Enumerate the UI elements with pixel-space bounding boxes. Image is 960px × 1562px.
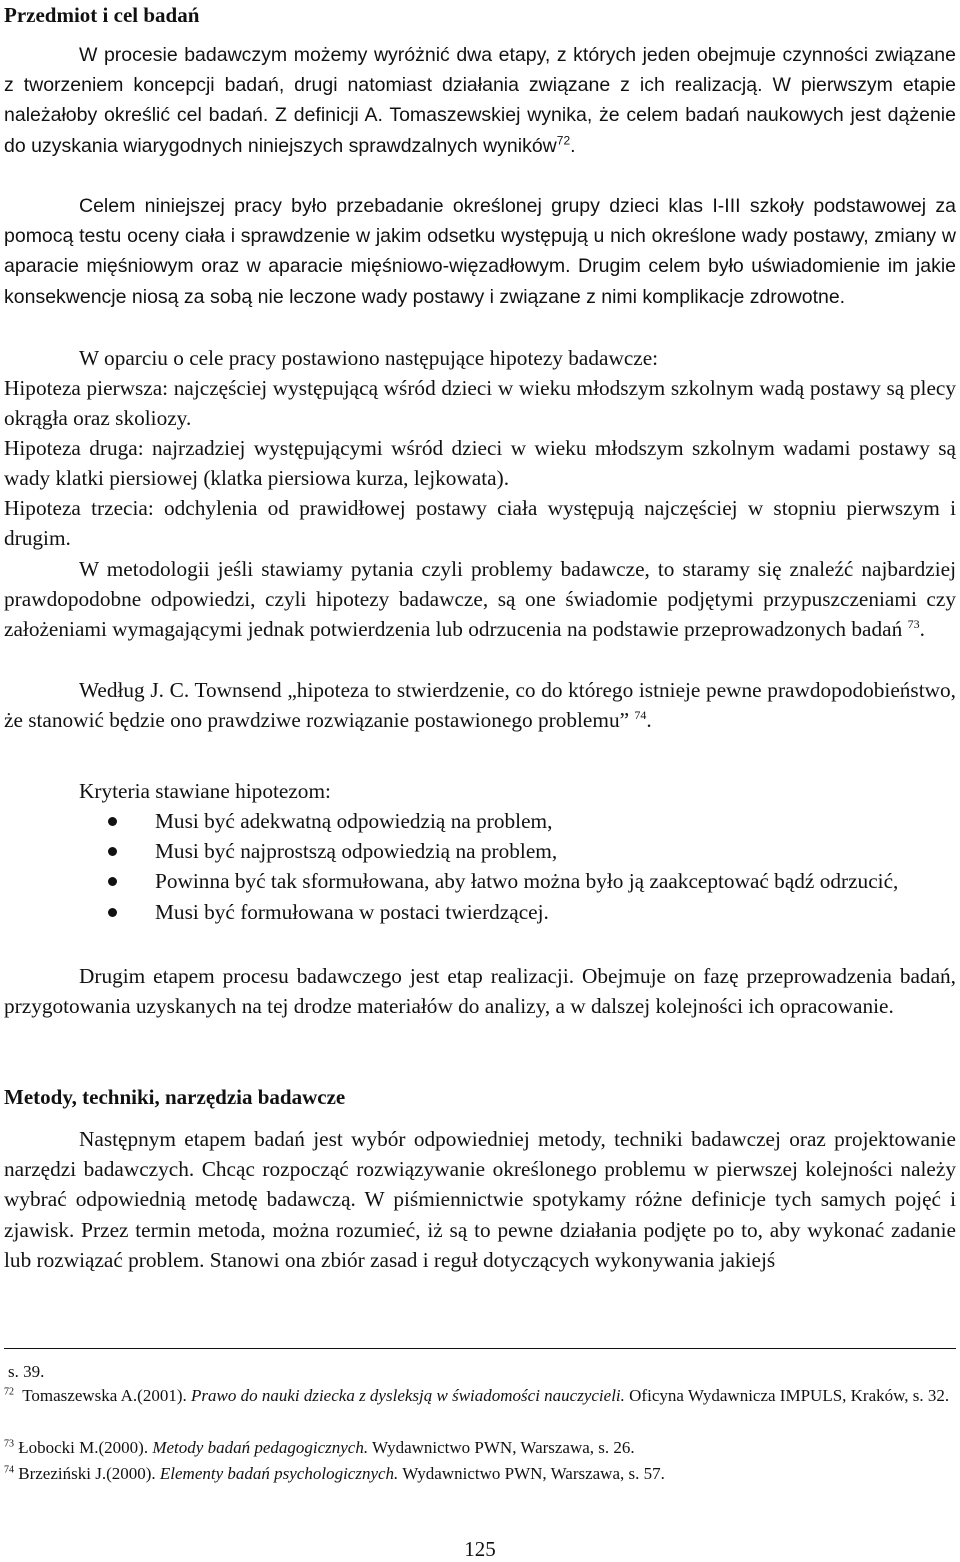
footnote-continuation: s. 39.	[8, 1362, 45, 1381]
footnote-ref-73: 73	[907, 617, 920, 632]
footnote-73: $^{73}$ Łobocki M.(2000). Metody badań pedagogicznych. Wydawnictwo PWN, Warszawa, s. 26.	[4, 1438, 635, 1457]
paragraph-stages: W procesie badawczym możemy wyróżnić dwa etapy, z których jeden obejmuje czynności związane z tworzeniem koncepcji badań, drugi natomiast działania związane z ich realizacją. W pierwszym etapie należałoby określić cel badań. Z definicji A. Tomaszewskiej wynika, że celem badań naukowych jest dążenie do uzyskania wiarygodnych niniejszych sprawdzalnych wyników$^{72}$.	[4, 44, 956, 157]
paragraph-methods: Następnym etapem badań jest wybór odpowiedniej metody, techniki badawczej oraz projektowanie narzędzi badawczych. Chcąc rozpocząć rozwiązywanie określonego problemu w pierwszej kolejności należy wybrać odpowiednią metodę badawczą. W piśmiennictwie spotykamy różne definicje tych samych pojęć i zjawisk. Przez termin metoda, można rozumieć, iż są to pewne działania podjęte po to, aby wykonać zadanie lub rozwiązać problem. Stanowi ona zbiór zasad i reguł dotyczących wykonywania jakiejś	[4, 1127, 956, 1272]
paragraph-hypotheses-intro: W oparciu o cele pracy postawiono następujące hipotezy badawcze:	[79, 346, 659, 370]
footnote-72: $^{72}$ Tomaszewska A.(2001). Prawo do nauki dziecka z dysleksją w świadomości nauczycieli. Oficyna Wydawnicza IMPULS, Kraków, s. 32.	[4, 1386, 950, 1405]
section-heading-methods: Metody, techniki, narzędzia badawcze	[4, 1085, 346, 1109]
bullet-icon	[108, 877, 117, 886]
paragraph-realization: Drugim etapem procesu badawczego jest etap realizacji. Obejmuje on fazę przeprowadzenia badań, przygotowania uzyskanych na tej drodze materiałów do analizy, a w dalszej kolejności ich opracowanie.	[4, 964, 956, 1019]
section-heading-purpose: Przedmiot i cel badań	[4, 3, 200, 27]
criteria-label: Kryteria stawiane hipotezom:	[79, 779, 331, 803]
footnote-74: $^{74}$ Brzeziński J.(2000). Elementy badań psychologicznych. Wydawnictwo PWN, Warszawa, s. 57.	[4, 1464, 665, 1483]
bullet-icon	[108, 847, 117, 856]
paragraph-townsend: Według J. C. Townsend „hipoteza to stwierdzenie, co do którego istnieje pewne prawdopodobieństwo, że stanowić będzie ono prawdziwe rozwiązanie postawionego problemu” $^{74}$.	[4, 678, 956, 733]
footnote-ref-74: 74	[634, 708, 647, 723]
criteria-item: Powinna być tak sformułowana, aby łatwo można było ją zaakceptować bądź odrzucić,	[0, 866, 960, 896]
footnote-separator	[4, 1348, 956, 1349]
hypothesis-second: Hipoteza druga: najrzadziej występującymi wśród dzieci w wieku młodszym szkolnym wadami postawy są wady klatki piersiowej (klatka piersiowa kurza, lejkowata).	[4, 436, 956, 491]
hypothesis-third: Hipoteza trzecia: odchylenia od prawidłowej postawy ciała występują najczęściej w stopniu pierwszym i drugim.	[4, 496, 956, 551]
page-number: 125	[464, 1537, 496, 1561]
paragraph-methodology: W metodologii jeśli stawiamy pytania czyli problemy badawcze, to staramy się znaleźć najbardziej prawdopodobne odpowiedzi, czyli hipotezy badawcze, są one świadomie podjętymi przypuszczeniami czy założeniami wymagającymi jednak potwierdzenia lub odrzucenia na podstawie przeprowadzonych badań $^{73}$.	[4, 557, 956, 642]
criteria-item: Musi być adekwatną odpowiedzią na problem,	[0, 806, 960, 836]
criteria-list	[0, 806, 960, 927]
paragraph-aim: Celem niniejszej pracy było przebadanie określonej grupy dzieci klas I-III szkoły podstawowej za pomocą testu oceny ciała i sprawdzenie w jakim odsetku występują u nich określone wady postawy, zmiany w aparacie mięśniowym oraz w aparacie mięśniowo-więzadłowym. Drugim celem było uświadomienie im jakie konsekwencje niosą za sobą nie leczone wady postawy i związane z nimi komplikacje zdrowotne.	[4, 195, 956, 308]
bullet-icon	[108, 817, 117, 826]
footnote-ref-72: 72	[556, 133, 571, 148]
bullet-icon	[108, 908, 117, 917]
hypothesis-first: Hipoteza pierwsza: najczęściej występującą wśród dzieci w wieku młodszym szkolnym wadą postawy są plecy okrągła oraz skoliozy.	[4, 376, 956, 431]
criteria-item: Musi być najprostszą odpowiedzią na problem,	[0, 836, 960, 866]
criteria-item: Musi być formułowana w postaci twierdzącej.	[0, 897, 960, 927]
